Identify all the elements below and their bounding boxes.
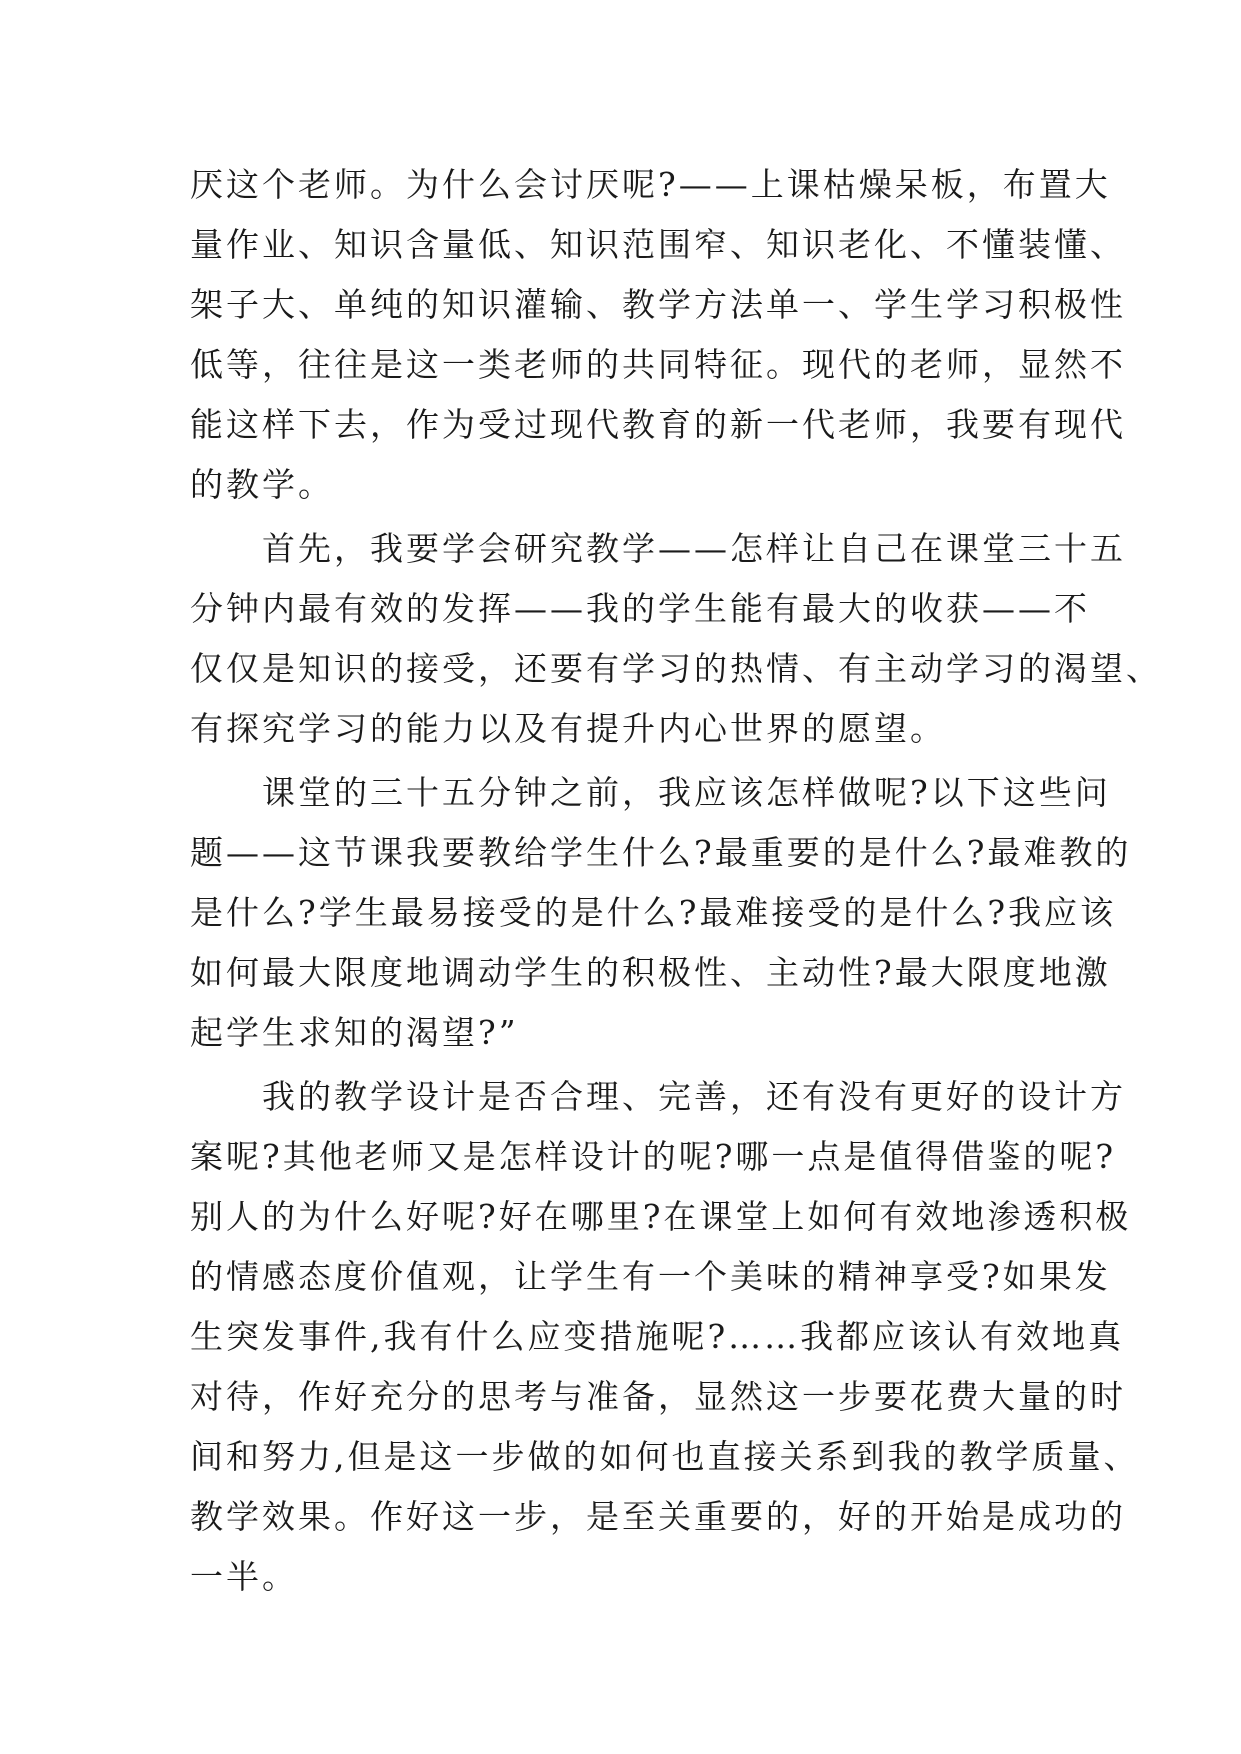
text-line: 低等，往往是这一类老师的共同特征。现代的老师，显然不: [190, 345, 1126, 384]
text-line: 课堂的三十五分钟之前，我应该怎样做呢?以下这些问: [190, 773, 1111, 812]
text-line: 一半。: [190, 1557, 298, 1596]
text-line: 间和努力,但是这一步做的如何也直接关系到我的教学质量、: [190, 1437, 1140, 1476]
text-line: 起学生求知的渴望?”: [190, 1013, 519, 1052]
text-line: 分钟内最有效的发挥——我的学生能有最大的收获——不: [190, 589, 1090, 628]
body-text: [190, 155, 1162, 1607]
text-line: 案呢?其他老师又是怎样设计的呢?哪一点是值得借鉴的呢?: [190, 1137, 1117, 1176]
text-line: 能这样下去，作为受过现代教育的新一代老师，我要有现代: [190, 405, 1126, 444]
text-line: 厌这个老师。为什么会讨厌呢?——上课枯燥呆板，布置大: [190, 165, 1111, 204]
text-line: 的教学。: [190, 465, 334, 504]
text-line: 首先，我要学会研究教学——怎样让自己在课堂三十五: [190, 529, 1126, 568]
text-line: 对待，作好充分的思考与准备，显然这一步要花费大量的时: [190, 1377, 1126, 1416]
text-line: 量作业、知识含量低、知识范围窄、知识老化、不懂装懂、: [190, 225, 1126, 264]
text-line: 别人的为什么好呢?好在哪里?在课堂上如何有效地渗透积极: [190, 1197, 1132, 1236]
text-line: 架子大、单纯的知识灌输、教学方法单一、学生学习积极性: [190, 285, 1126, 324]
text-line: 教学效果。作好这一步，是至关重要的，好的开始是成功的: [190, 1497, 1126, 1536]
text-line: 有探究学习的能力以及有提升内心世界的愿望。: [190, 709, 946, 748]
text-line: 如何最大限度地调动学生的积极性、主动性?最大限度地激: [190, 953, 1111, 992]
text-line: 仅仅是知识的接受，还要有学习的热情、有主动学习的渴望、: [190, 649, 1162, 688]
text-line: 的情感态度价值观，让学生有一个美味的精神享受?如果发: [190, 1257, 1111, 1296]
text-line: 题——这节课我要教给学生什么?最重要的是什么?最难教的: [190, 833, 1132, 872]
text-line: 是什么?学生最易接受的是什么?最难接受的是什么?我应该: [190, 893, 1117, 932]
text-line: 我的教学设计是否合理、完善，还有没有更好的设计方: [190, 1077, 1126, 1116]
text-line: 生突发事件,我有什么应变措施呢?……我都应该认有效地真: [190, 1317, 1125, 1356]
